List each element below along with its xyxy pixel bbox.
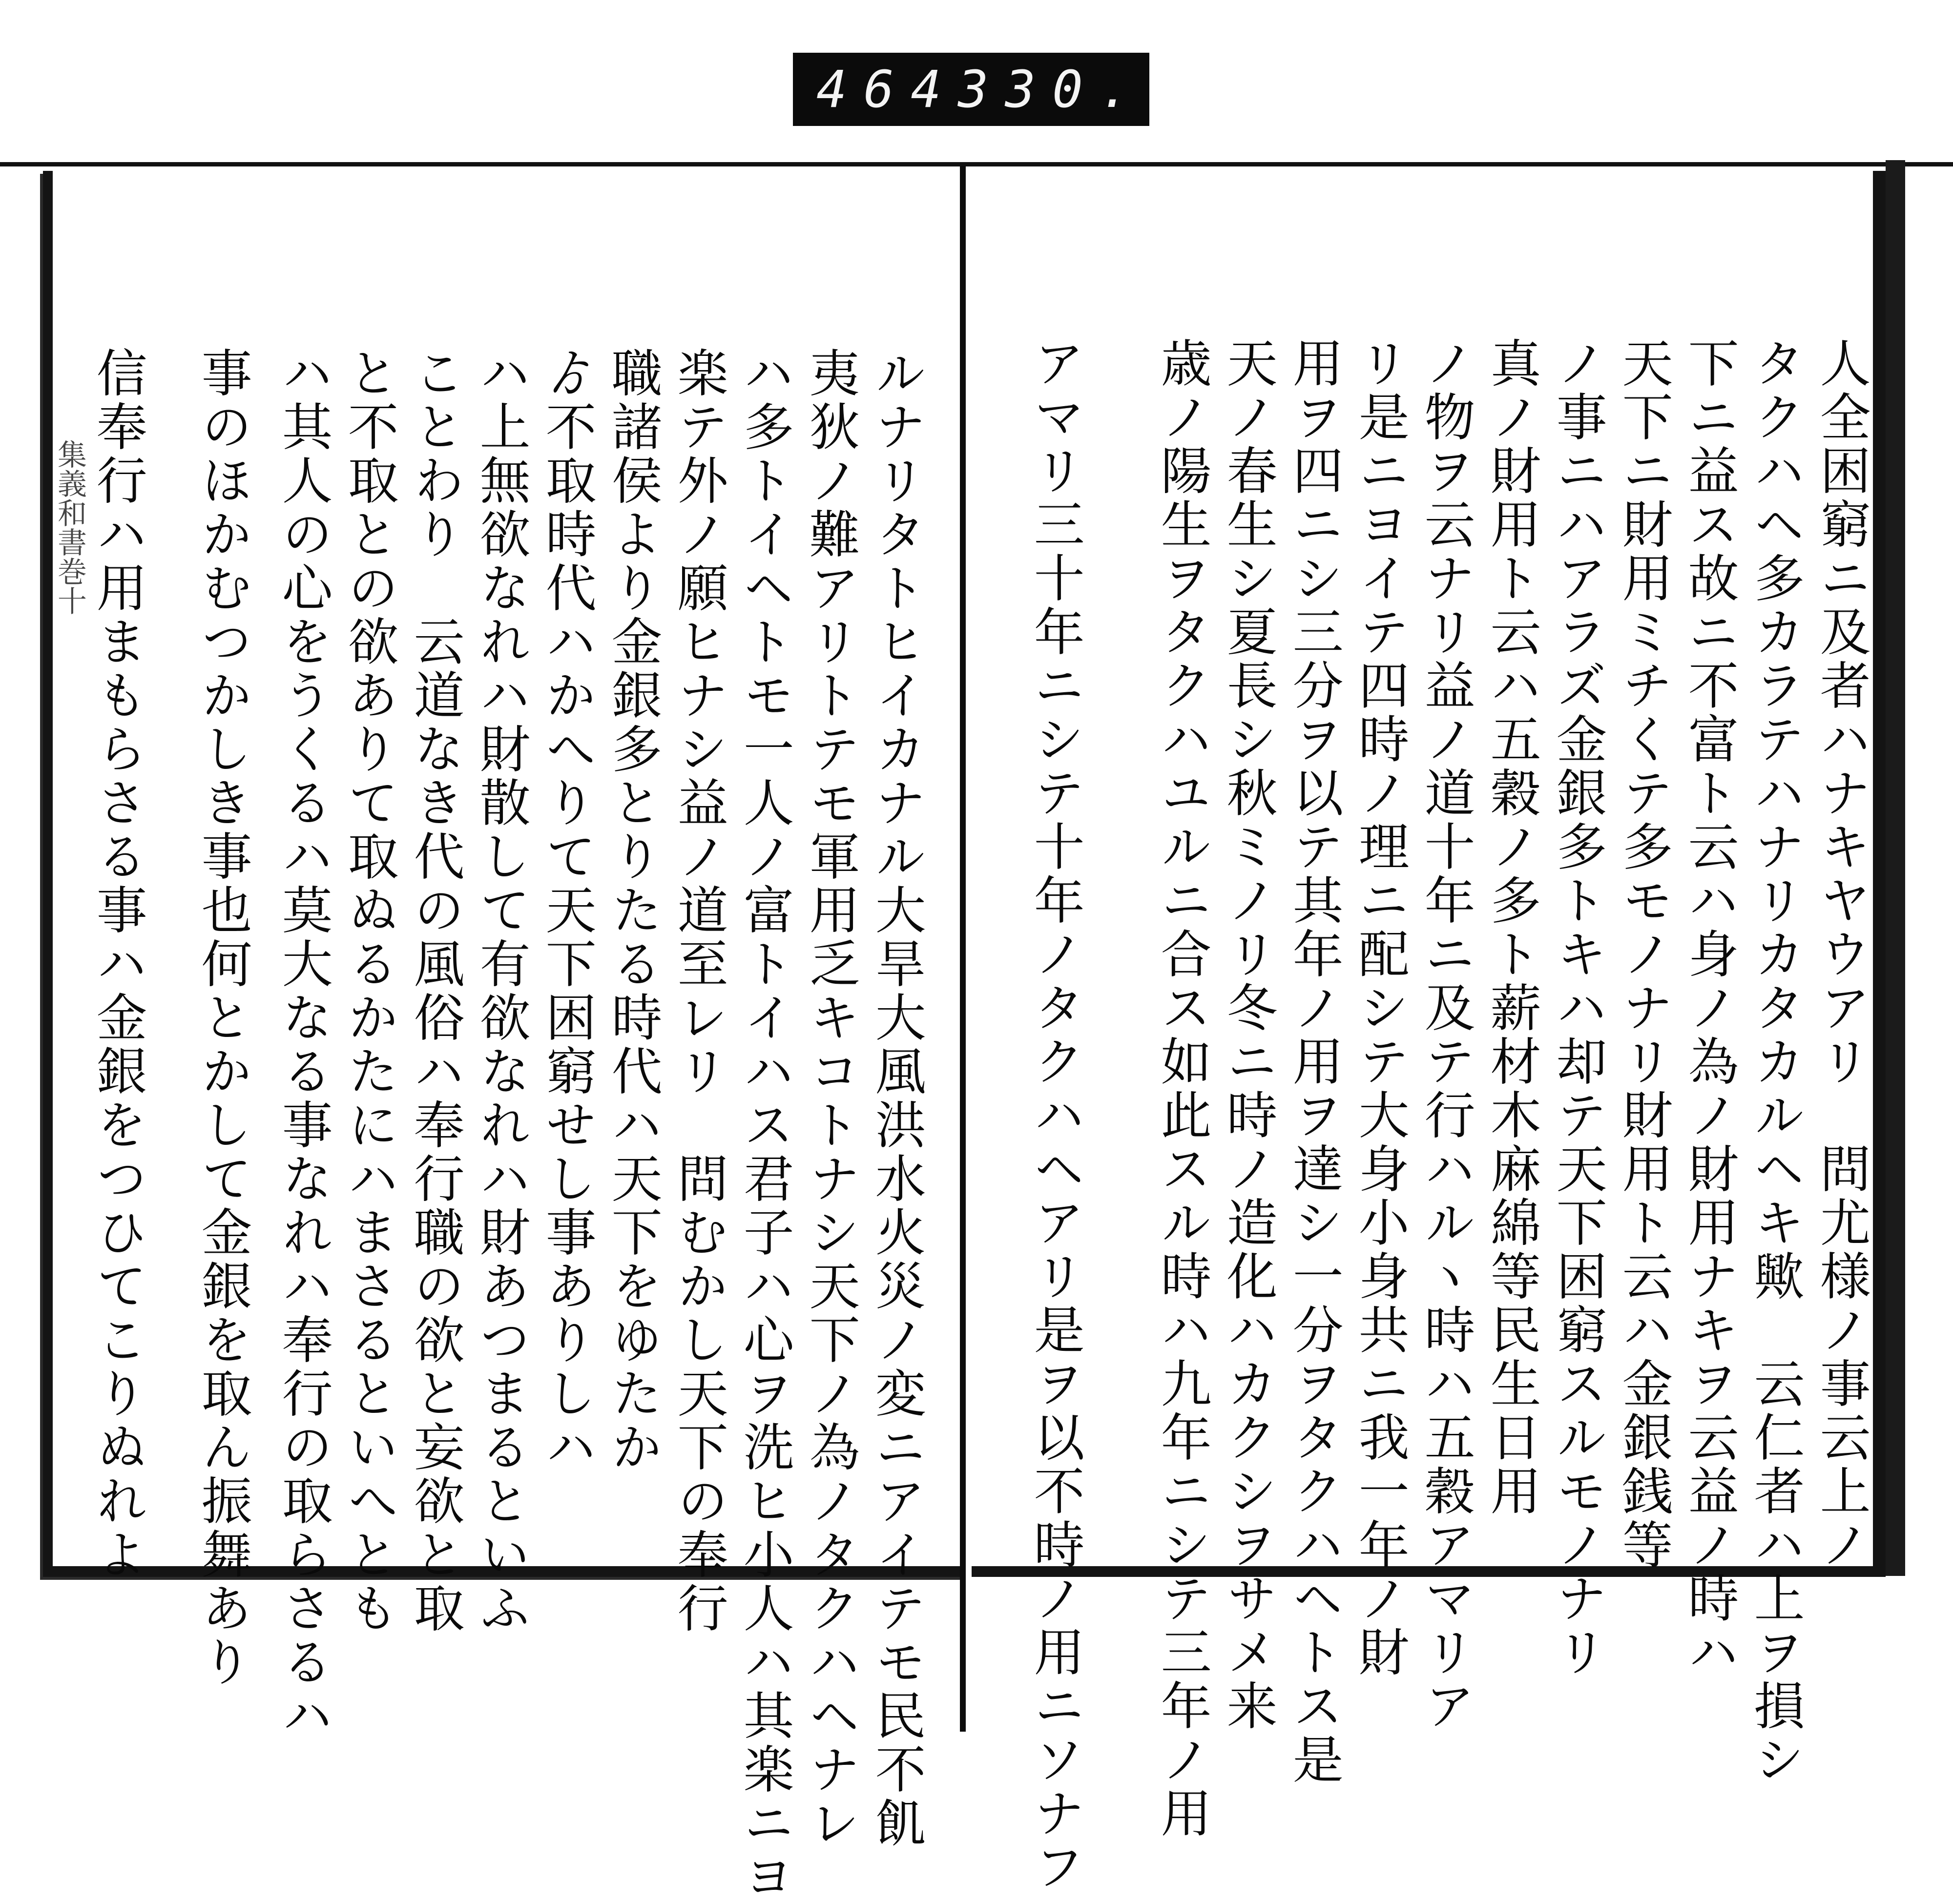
left-page-column: ハ多トイヘトモ一人ノ富トイハス君子ハ心ヲ洗ヒ小人ハ其楽ニヨ: [734, 347, 794, 1904]
left-page-column: 楽テ外ノ願ヒナシ益ノ道至レリ 問むかし天下の奉行: [668, 347, 728, 1635]
right-page-column: 人全困窮ニ及者ハナキヤウアリ 問尤様ノ事云上ノ: [1811, 337, 1871, 1572]
left-page-column: 事のほかむつかしき事也何とかして金銀を取ん振舞あり: [192, 347, 252, 1689]
left-page-margin-label: 集義和書巻十: [53, 439, 87, 615]
left-page-column: ことわり 云道なき代の風俗ハ奉行職の欲と妄欲と取: [405, 347, 465, 1635]
right-page-column: ノ事ニハアラズ金銀多トキハ却テ天下困窮スルモノナリ: [1547, 337, 1607, 1679]
right-page-column: 真ノ財用ト云ハ五穀ノ多ト薪材木麻綿等民生日用: [1481, 337, 1541, 1518]
right-page-column: 歳ノ陽生ヲタクハユルニ合ス如此スル時ハ九年ニシテ三年ノ用: [1152, 337, 1212, 1841]
left-page-column: ハ上無欲なれハ財散して有欲なれハ財あつまるといふ: [471, 347, 531, 1635]
left-page-column: 夷狄ノ難アリトテモ軍用乏キコトナシ天下ノ為ノタクハヘナレ: [800, 347, 860, 1850]
right-page-column: 天ノ春生シ夏長シ秋ミノリ冬ニ時ノ造化ハカクシヲサメ来: [1218, 337, 1278, 1733]
left-page-column: ゟ不取時代ハかへりて天下困窮せし事ありしハ: [537, 347, 597, 1474]
right-page-column: ノ物ヲ云ナリ益ノ道十年ニ及テ行ハルヽ時ハ五穀アマリア: [1415, 337, 1475, 1733]
right-page-column: 天下ニ財用ミチくテ多モノナリ財用ト云ハ金銀銭等: [1613, 337, 1673, 1572]
left-page-column: ルナリタトヒイカナル大旱大風洪水火災ノ変ニアイテモ民不飢: [866, 347, 926, 1850]
frame-number-left: 464: [816, 60, 958, 119]
left-page-column: 信奉行ハ用まもらさる事ハ金銀をつひてこりぬれよ: [87, 347, 147, 1582]
right-page-column: アマリ三十年ニシテ十年ノタクハヘアリ是ヲ以不時ノ用ニソナフ: [1025, 337, 1085, 1894]
right-page-column: リ是ニヨイテ四時ノ理ニ配シテ大身小身共ニ我一年ノ財: [1350, 337, 1410, 1679]
left-page-column: ハ其人の心をうくるハ莫大なる事なれハ奉行の取らさるハ: [273, 347, 333, 1743]
left-page-column: 職諸侯より金銀多とりたる時代ハ天下をゆたか: [603, 347, 663, 1474]
scan-top-rule: [0, 162, 1953, 166]
frame-number-label: [793, 53, 1149, 126]
right-page-column: 用ヲ四ニシ三分ヲ以テ其年ノ用ヲ達シ一分ヲタクハヘトス是: [1284, 337, 1344, 1787]
book-spine: [960, 166, 966, 1732]
right-page-column: タクハヘ多カラテハナリカタカルヘキ歟 云仁者ハ上ヲ損シ: [1745, 337, 1805, 1787]
right-page-edge: [1886, 160, 1905, 1576]
frame-number-right: 330.: [957, 60, 1147, 119]
right-page-column: 下ニ益ス故ニ不富ト云ハ身ノ為ノ財用ナキヲ云益ノ時ハ: [1679, 337, 1739, 1679]
left-page-column: と不取との欲ありて取ぬるかたにハまさるといへとも: [339, 347, 399, 1635]
